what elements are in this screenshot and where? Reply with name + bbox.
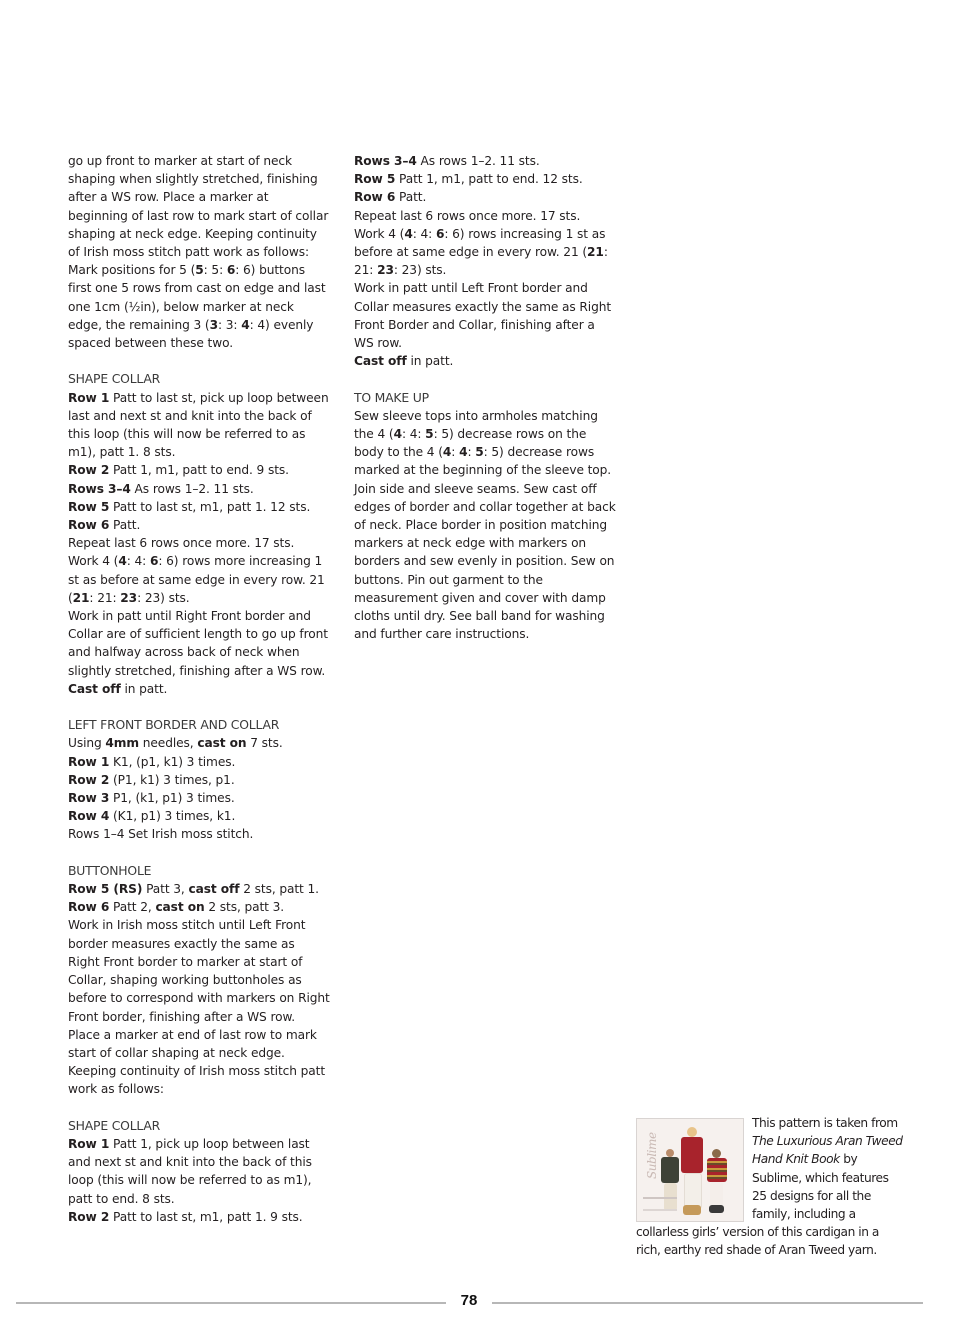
book-promo-sidebar [636, 1114, 904, 1260]
instruction-row: Row 1 K1, (p1, k1) 3 times. [68, 754, 236, 769]
instruction-row: Row 1 Patt 1, pick up loop between last and next st and knit into the back of this loop (this will now be referred to as m1), patt to end. 8 sts. [68, 1136, 312, 1206]
page-number: 78 [460, 1292, 478, 1309]
spacer [68, 352, 330, 370]
instruction-row: Row 2 Patt to last st, m1, patt 1. 9 sts. [68, 1209, 303, 1224]
instruction-text: Work in patt until Right Front border and Collar are of sufficient length to go up front and halfway across back of neck when slightly stretched, finishing after a WS row. [68, 609, 328, 678]
spacer [68, 844, 330, 862]
section-heading-buttonhole: BUTTONHOLE [68, 862, 152, 878]
footer-rule-right [492, 1302, 923, 1304]
promo-text: This pattern is taken from [752, 1116, 898, 1130]
instruction-row: Row 4 (K1, p1) 3 times, k1. [68, 809, 236, 824]
instruction-row: Row 1 Patt to last st, pick up loop between last and next st and knit into the back of this loop (this will now be referred to as m1), patt 1. 8 sts. [68, 390, 329, 460]
cover-figure-woman-boots [683, 1205, 701, 1215]
spacer [68, 698, 330, 716]
instruction-text: Using 4mm needles, cast on 7 sts. [68, 736, 283, 751]
intro-paragraph: go up front to marker at start of neck shaping when slightly stretched, finishing after a WS row. Place a marker at beginning of last row to mark start of collar shaping at neck edge. Keeping continuity of Irish moss stitch patt work as follows: [68, 154, 329, 260]
cover-figure-girl [712, 1149, 721, 1158]
spacer [354, 370, 616, 388]
instruction-row: Row 6 Patt 2, cast on 2 sts, patt 3. [68, 900, 285, 915]
instruction-row: Cast off in patt. [68, 681, 168, 696]
instruction-text: Work in Irish moss stitch until Left Front border measures exactly the same as Right Front border to marker at start of Collar, shaping working buttonholes as before to correspond with markers on Right Front border, finishing after a WS row. Place a marker at end of last row to mark start of collar shaping at neck edge. Keeping continuity of Irish moss stitch patt work as follows: [68, 918, 330, 1097]
cover-figure-woman [687, 1127, 697, 1137]
cover-figure-woman-legs [684, 1173, 702, 1209]
cover-caption-lines [643, 1197, 677, 1211]
promo-text: by Sublime, which features 25 designs for all the family, including a collarless girls’ version of this cardigan in a rich, earthy red shade of Aran Tweed yarn. [636, 1152, 889, 1258]
instruction-text: Rows 1–4 Set Irish moss stitch. [68, 827, 254, 842]
instruction-row: Row 2 (P1, k1) 3 times, p1. [68, 772, 235, 787]
instruction-row: Row 6 Patt. [68, 518, 141, 533]
instruction-row: Rows 3–4 As rows 1–2. 11 sts. [68, 481, 254, 496]
cover-figure-girl-legs [710, 1182, 723, 1206]
section-heading-left-front-border: LEFT FRONT BORDER AND COLLAR [68, 717, 280, 733]
button-positions-paragraph: Mark positions for 5 (5: 5: 6: 6) buttons first one 5 rows from cast on edge and last one 1cm (½in), below marker at neck edge, the remaining 3 (3: 3: 4: 4) evenly spaced between these two. [68, 263, 326, 351]
cover-figure-boy [666, 1149, 674, 1157]
cover-figure-girl-boots [709, 1205, 724, 1213]
cover-figure-girl-sweater [707, 1158, 727, 1182]
instruction-row: Row 3 P1, (k1, p1) 3 times. [68, 791, 235, 806]
left-column [68, 152, 330, 1226]
instruction-row: Row 5 Patt 1, m1, patt to end. 12 sts. [354, 172, 583, 187]
instruction-text: Work in patt until Left Front border and Collar measures exactly the same as Right Front Border and Collar, finishing after a WS row. [354, 281, 612, 351]
instruction-row: Row 5 (RS) Patt 3, cast off 2 sts, patt 1. [68, 882, 319, 897]
cover-figure-boy-cardigan [661, 1157, 679, 1183]
instruction-text: Repeat last 6 rows once more. 17 sts. [68, 536, 295, 551]
instruction-text: Repeat last 6 rows once more. 17 sts. [354, 208, 581, 223]
instruction-row: Row 5 Patt to last st, m1, patt 1. 12 sts. [68, 499, 311, 514]
instruction-text: Work 4 (4: 4: 6: 6) rows more increasing 1 st as before at same edge in every row. 21 (21: 21: 23: 23) sts. [68, 554, 325, 605]
instruction-row: Cast off in patt. [354, 354, 454, 369]
instruction-row: Row 6 Patt. [354, 190, 427, 205]
section-heading-to-make-up: TO MAKE UP [354, 389, 429, 405]
middle-column [354, 152, 616, 643]
instruction-row: Rows 3–4 As rows 1–2. 11 sts. [354, 154, 540, 168]
instruction-row: Row 2 Patt 1, m1, patt to end. 9 sts. [68, 463, 289, 478]
cover-brand-script: Sublime [645, 1132, 659, 1179]
footer-rule-left [16, 1302, 446, 1304]
make-up-instructions: Sew sleeve tops into armholes matching the 4 (4: 4: 5: 5) decrease rows on the body to the 4 (4: 4: 5: 5) decrease rows marked at the beginning of the sleeve top. Join side and sleeve seams. Sew cast off edges of border and collar together at back of neck. Place border in position matching markers at neck edge with markers on borders and sew evenly in position. Sew on buttons. Pin out garment to the measurement given and cover with damp cloths until dry. See ball band for washing and further care instructions. [354, 408, 616, 642]
section-heading-shape-collar: SHAPE COLLAR [68, 1117, 161, 1133]
section-heading-shape-collar: SHAPE COLLAR [68, 371, 161, 387]
spacer [68, 1099, 330, 1117]
instruction-text: Work 4 (4: 4: 6: 6) rows increasing 1 st as before at same edge in every row. 21 (21: 21: 23: 23) sts. [354, 226, 608, 278]
book-title: The Luxurious Aran Tweed Hand Knit Book [752, 1134, 903, 1167]
cover-figure-woman-cardigan [681, 1137, 703, 1173]
book-cover-image [636, 1118, 744, 1222]
